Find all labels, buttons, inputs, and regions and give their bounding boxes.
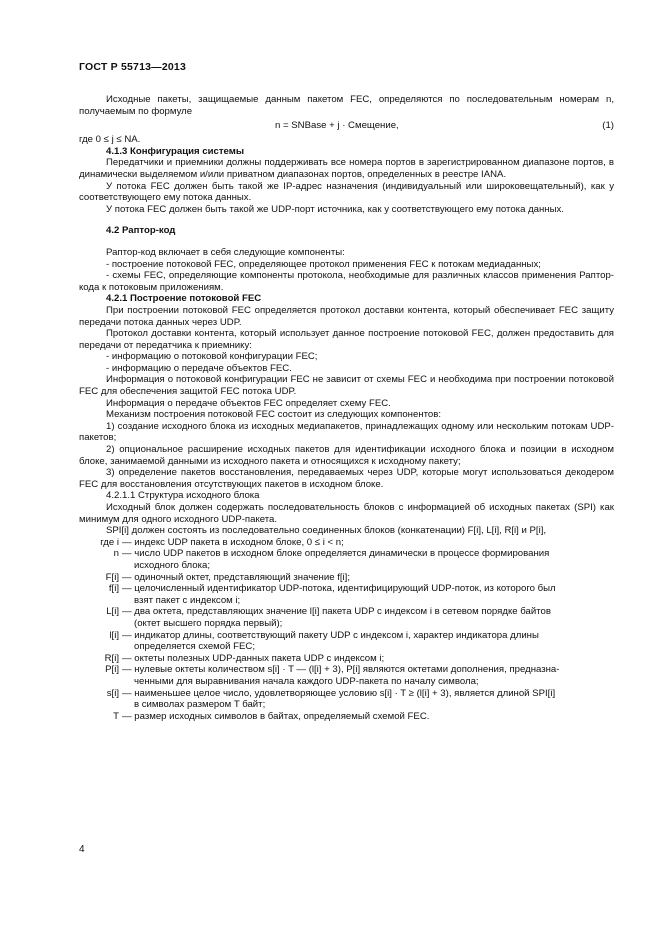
definition-item — [79, 572, 614, 584]
definition-description: — целочисленный идентификатор UDP-потока, идентифицирующий UDP-поток, из которого был взят пакет с индексом i; — [122, 583, 614, 606]
list-item: 2) опциональное расширение исходных пакетов для идентификации исходного блока и позиции в исходном блоке, занимаемой данными из исходного пакета и относящихся к исходному пакету; — [79, 444, 614, 467]
section-heading: 4.2.1 Построение потоковой FEC — [106, 293, 262, 305]
section-heading: 4.2 Раптор-код — [106, 225, 176, 237]
definition-term: где i — [100, 536, 119, 548]
definition-description: — размер исходных символов в байтах, определяемый схемой FEC. — [122, 710, 430, 722]
document-header: ГОСТ Р 55713—2013 — [79, 61, 187, 73]
definition-continuation: взят пакет с индексом i; — [134, 594, 241, 606]
definition-term: T — [113, 710, 119, 722]
paragraph: Механизм построения потоковой FEC состоит из следующих компонентов: — [106, 409, 442, 421]
formula-number: (1) — [602, 120, 614, 132]
list-item: 1) создание исходного блока из исходных медиапакетов, принадлежащих одному или нескольким потокам UDP-пакетов; — [79, 420, 614, 444]
paragraph: У потока FEC должен быть такой же UDP-порт источника, как у соответствующего ему потока данных. — [106, 203, 564, 215]
paragraph: Раптор-код включает в себя следующие компоненты: — [106, 246, 345, 258]
page-number: 4 — [79, 844, 85, 855]
subsection-heading: 4.2.1.1 Структура исходного блока — [106, 490, 260, 502]
definition-item — [79, 606, 614, 629]
document-body — [79, 94, 614, 722]
definition-term: L[i] — [106, 606, 119, 618]
paragraph: Исходные пакеты, защищаемые данным пакетом FEC, определяются по последовательным номерам n, получаемым по формуле — [79, 94, 614, 117]
formula — [79, 120, 614, 134]
definition-term: P[i] — [105, 664, 119, 676]
definition-term: f[i] — [108, 583, 119, 595]
paragraph: У потока FEC должен быть такой же IP-адрес назначения (индивидуальный или широковещательный), как у соответствующего ему потока данных. — [79, 180, 614, 204]
definition-item — [79, 583, 614, 606]
list-item: - информацию о передаче объектов FEC. — [106, 362, 292, 374]
definition-description: — индикатор длины, соответствующий пакету UDP с индексом i, характер индикатора длины определяется схемой FEC; — [122, 630, 614, 653]
list-item: 3) определение пакетов восстановления, передаваемых через UDP, которые могут использоваться декодером FEC для восстановления отсутствующих пакетов в исходном блоке. — [79, 467, 614, 490]
paragraph: Информация о потоковой конфигурации FEC не зависит от схемы FEC и необходима при построении потоковой FEC для обеспечения защитой FEC потока UDP. — [79, 374, 614, 398]
paragraph: SPI[i] должен состоять из последовательно соединенных блоков (конкатенации) F[i], L[i], R[i] и P[i], — [106, 525, 547, 537]
definition-item — [79, 630, 614, 653]
definition-item — [79, 653, 614, 665]
definition-item — [79, 688, 614, 711]
definition-item — [79, 537, 614, 549]
definition-description: — нулевые октеты количеством s[i] · T — (l[i] + 3), P[i] являются октетами дополнения, предназна- ченными для выравнивания начала каждого UDP-пакета по началу символа; — [122, 664, 614, 687]
definition-continuation: определяется схемой FEC; — [134, 641, 255, 653]
definition-description: — два октета, представляющих значение l[i] пакета UDP с индексом i в сетевом порядке байтов (октет высшего порядка первый); — [122, 606, 614, 629]
definition-term: F[i] — [105, 571, 119, 583]
definition-term: n — [113, 548, 119, 560]
definition-item — [79, 664, 614, 687]
definition-continuation: в символах размером T байт; — [134, 699, 266, 711]
definition-description: — число UDP пакетов в исходном блоке определяется динамически в процессе формирования исходного блока; — [122, 548, 614, 571]
paragraph: Информация о передаче объектов FEC определяет схему FEC. — [106, 397, 391, 409]
definition-term: R[i] — [104, 652, 119, 664]
definition-description: — наименьшее целое число, удовлетворяющее условию s[i] · T ≥ (l[i] + 3), является длиной SPI[i] в символах размером T байт; — [122, 688, 614, 711]
paragraph: где 0 ≤ j ≤ NA. — [79, 134, 141, 146]
definition-continuation: (октет высшего порядка первый); — [134, 617, 283, 629]
definitions-list — [79, 537, 614, 723]
definition-item — [79, 548, 614, 571]
paragraph: При построении потоковой FEC определяется протокол доставки контента, который обеспечивает FEC защиту передачи потока данных через UDP. — [79, 304, 614, 328]
paragraph: Передатчики и приемники должны поддерживать все номера портов в зарегистрированном диапазоне портов, в динамически выделяемом и/или приватном диапазонах портов, определенных в реестре IANA. — [79, 157, 614, 180]
list-item: - схемы FEC, определяющие компоненты протокола, необходимые для различных классов применения Раптор-кода к потоковым приложениям. — [79, 270, 614, 293]
definition-continuation: ченными для выравнивания начала каждого UDP-пакета по началу символа; — [134, 675, 479, 687]
paragraph: Исходный блок должен содержать последовательность блоков с информацией об исходных пакетах (SPI) как минимум для одного исходного UDP-пакета. — [79, 502, 614, 525]
definition-term: s[i] — [106, 687, 119, 699]
definition-item — [79, 711, 614, 723]
formula-expression: n = SNBase + j · Смещение, — [275, 120, 399, 132]
section-heading: 4.1.3 Конфигурация системы — [106, 145, 245, 157]
definition-term: l[i] — [109, 629, 119, 641]
definition-description: — индекс UDP пакета в исходном блоке, 0 ≤ i < n; — [122, 536, 344, 548]
definition-continuation: исходного блока; — [134, 559, 211, 571]
definition-description: — одиночный октет, представляющий значение f[i]; — [122, 571, 351, 583]
paragraph: Протокол доставки контента, который использует данное построение потоковой FEC, должен предоставить для передачи от передатчика к приемнику: — [79, 328, 614, 351]
list-item: - построение потоковой FEC, определяющее протокол применения FEC к потокам медиаданных; — [106, 258, 541, 270]
definition-description: — октеты полезных UDP-данных пакета UDP с индексом i; — [122, 652, 385, 664]
list-item: - информацию о потоковой конфигурации FEC; — [106, 351, 318, 363]
